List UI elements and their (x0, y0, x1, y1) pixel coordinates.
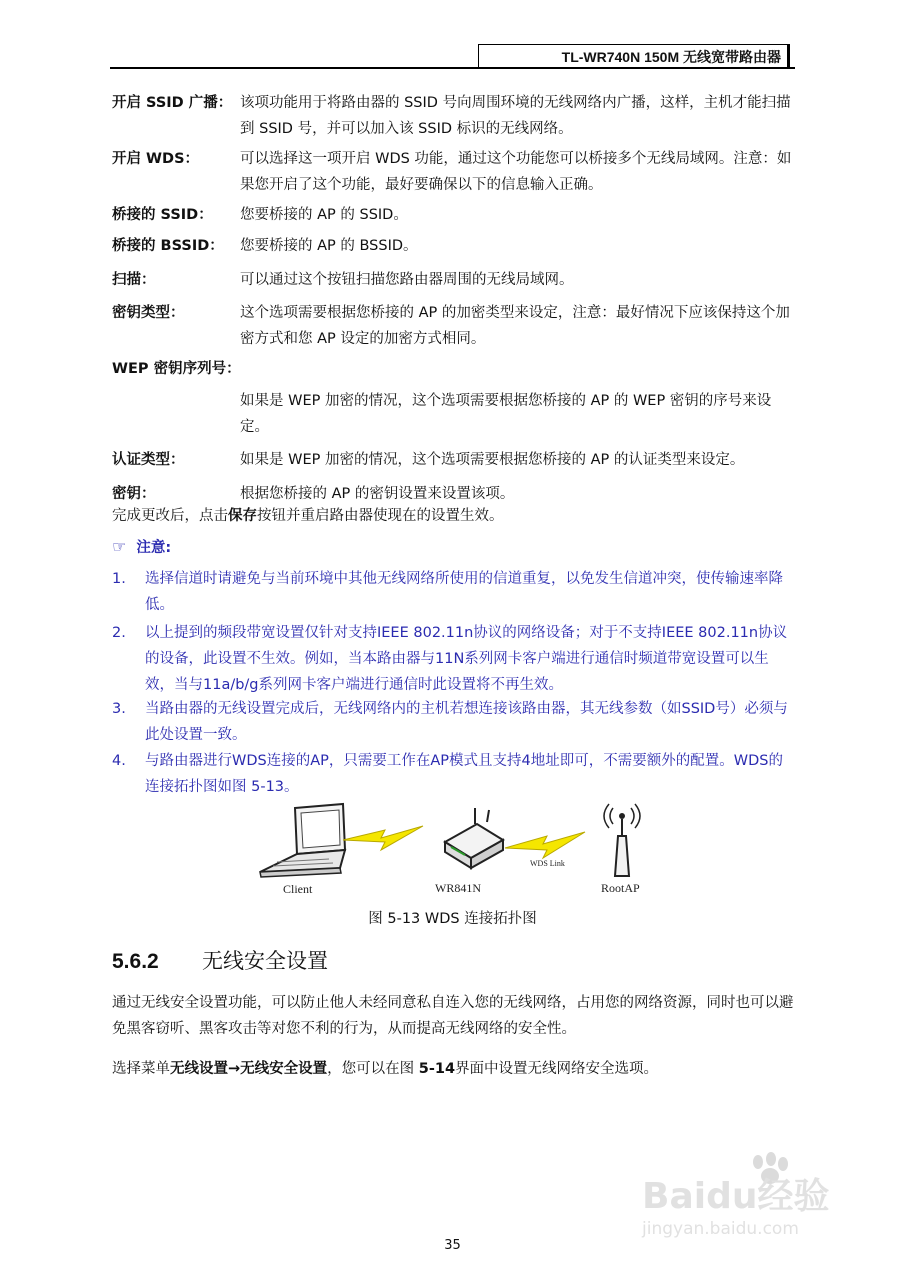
note-item (112, 696, 794, 748)
access-point-icon (604, 804, 640, 876)
note-heading (112, 536, 171, 557)
menu-path: 无线设置→无线安全设置 (170, 1061, 328, 1077)
definition-term: WEP 密钥序列号： (112, 361, 241, 377)
section-heading (112, 945, 328, 975)
figure-caption: 图 5-13 WDS 连接拓扑图 (368, 911, 537, 927)
save-pre: 完成更改后，点击 (112, 508, 228, 524)
note-item (112, 748, 794, 800)
definition-enable-wds (112, 146, 792, 198)
menu-pre: 选择菜单 (112, 1061, 170, 1077)
definition-desc: 该项功能用于将路由器的 SSID 号向周围环境的无线网络内广播，这样，主机才能扫描到 SSID 号，并可以加入该 SSID 标识的无线网络。 (240, 95, 791, 137)
baidu-watermark (640, 1150, 860, 1240)
root-ap-label: RootAP (601, 881, 640, 895)
laptop-icon (260, 804, 345, 877)
definition-desc: 根据您桥接的 AP 的密钥设置来设置该项。 (240, 486, 515, 502)
running-header: TL-WR740N 150M 无线宽带路由器 (478, 44, 790, 68)
definition-term: 桥接的 BSSID： (112, 238, 224, 254)
definition-term: 扫描： (112, 272, 156, 288)
definition-term: 认证类型： (112, 452, 185, 468)
definition-desc: 您要桥接的 AP 的 SSID。 (240, 207, 408, 223)
definition-auth-type (112, 447, 792, 473)
definition-bridge-ssid (112, 202, 792, 228)
save-post: 按钮并重启路由器使现在的设置生效。 (257, 508, 504, 524)
definition-term: 桥接的 SSID： (112, 207, 213, 223)
router-label: WR841N (435, 881, 481, 895)
definition-desc: 可以选择这一项开启 WDS 功能，通过这个功能您可以桥接多个无线局域网。注意：如果您开启了这个功能，最好要确保以下的信息输入正确。 (240, 151, 792, 193)
definition-term: 密钥类型： (112, 305, 185, 321)
pointing-hand-icon: ☞ (112, 537, 127, 556)
menu-post: 界面中设置无线网络安全选项。 (455, 1061, 659, 1077)
definition-desc: 您要桥接的 AP 的 BSSID。 (240, 238, 418, 254)
definition-term: 密钥： (112, 486, 156, 502)
note-text: 选择信道时请避免与当前环境中其他无线网络所使用的信道重复，以免发生信道冲突，使传输速率降低。 (145, 571, 783, 613)
note-number: 4. (112, 753, 126, 769)
definition-desc: 如果是 WEP 加密的情况，这个选项需要根据您桥接的 AP 的 WEP 密钥的序号来设定。 (240, 393, 772, 435)
section-title: 无线安全设置 (202, 949, 328, 973)
definition-wep-key-index (112, 356, 792, 440)
router-icon (445, 808, 503, 868)
note-number: 2. (112, 625, 126, 641)
note-text: 与路由器进行WDS连接的AP，只需要工作在AP模式且支持4地址即可，不需要额外的配置。WDS的连接拓扑图如图 5-13。 (145, 753, 783, 795)
definition-scan (112, 267, 792, 293)
definition-desc: 可以通过这个按钮扫描您路由器周围的无线局域网。 (240, 272, 574, 288)
wds-link-label: WDS Link (530, 859, 565, 868)
note-number: 1. (112, 571, 126, 587)
note-title: 注意: (136, 540, 172, 556)
note-text: 当路由器的无线设置完成后，无线网络内的主机若想连接该路由器，其无线参数（如SSID号）必须与此处设置一致。 (145, 701, 788, 743)
figure-ref: 5-14 (418, 1061, 456, 1077)
menu-mid: ，您可以在图 (327, 1061, 419, 1077)
client-label: Client (283, 882, 313, 896)
save-instruction (112, 503, 504, 529)
note-number: 3. (112, 701, 126, 717)
header-rule (110, 67, 795, 69)
watermark-brand: Baidu经验 (642, 1176, 830, 1217)
definition-bridge-bssid (112, 233, 792, 259)
definition-key-type (112, 300, 792, 352)
page-number: 35 (444, 1238, 461, 1253)
definition-term: 开启 SSID 广播： (112, 95, 233, 111)
definition-term: 开启 WDS： (112, 151, 200, 167)
note-item (112, 566, 794, 618)
save-bold: 保存 (228, 508, 257, 524)
definition-desc: 这个选项需要根据您桥接的 AP 的加密类型来设定，注意：最好情况下应该保持这个加密方式和您 AP 设定的加密方式相同。 (240, 305, 790, 347)
menu-instruction (112, 1056, 796, 1082)
section-number: 5.6.2 (112, 950, 159, 973)
wds-topology-diagram (255, 800, 650, 905)
definition-desc: 如果是 WEP 加密的情况，这个选项需要根据您桥接的 AP 的认证类型来设定。 (240, 452, 745, 468)
definition-ssid-broadcast (112, 90, 792, 142)
watermark-url: jingyan.baidu.com (642, 1219, 799, 1239)
note-text: 以上提到的频段带宽设置仅针对支持IEEE 802.11n协议的网络设备；对于不支持IEEE 802.11n协议的设备，此设置不生效。例如，当本路由器与11N系列网卡客户端进行通信时频道带宽设置可以生效，当与11a/b/g系列网卡客户端进行通信时此设置将不再生效。 (145, 625, 788, 693)
body-paragraph: 通过无线安全设置功能，可以防止他人未经同意私自连入您的无线网络，占用您的网络资源，同时也可以避免黑客窃听、黑客攻击等对您不利的行为，从而提高无线网络的安全性。 (112, 995, 794, 1037)
note-item (112, 620, 794, 698)
wireless-link-bolt (343, 826, 423, 850)
wds-link-bolt (505, 832, 585, 858)
